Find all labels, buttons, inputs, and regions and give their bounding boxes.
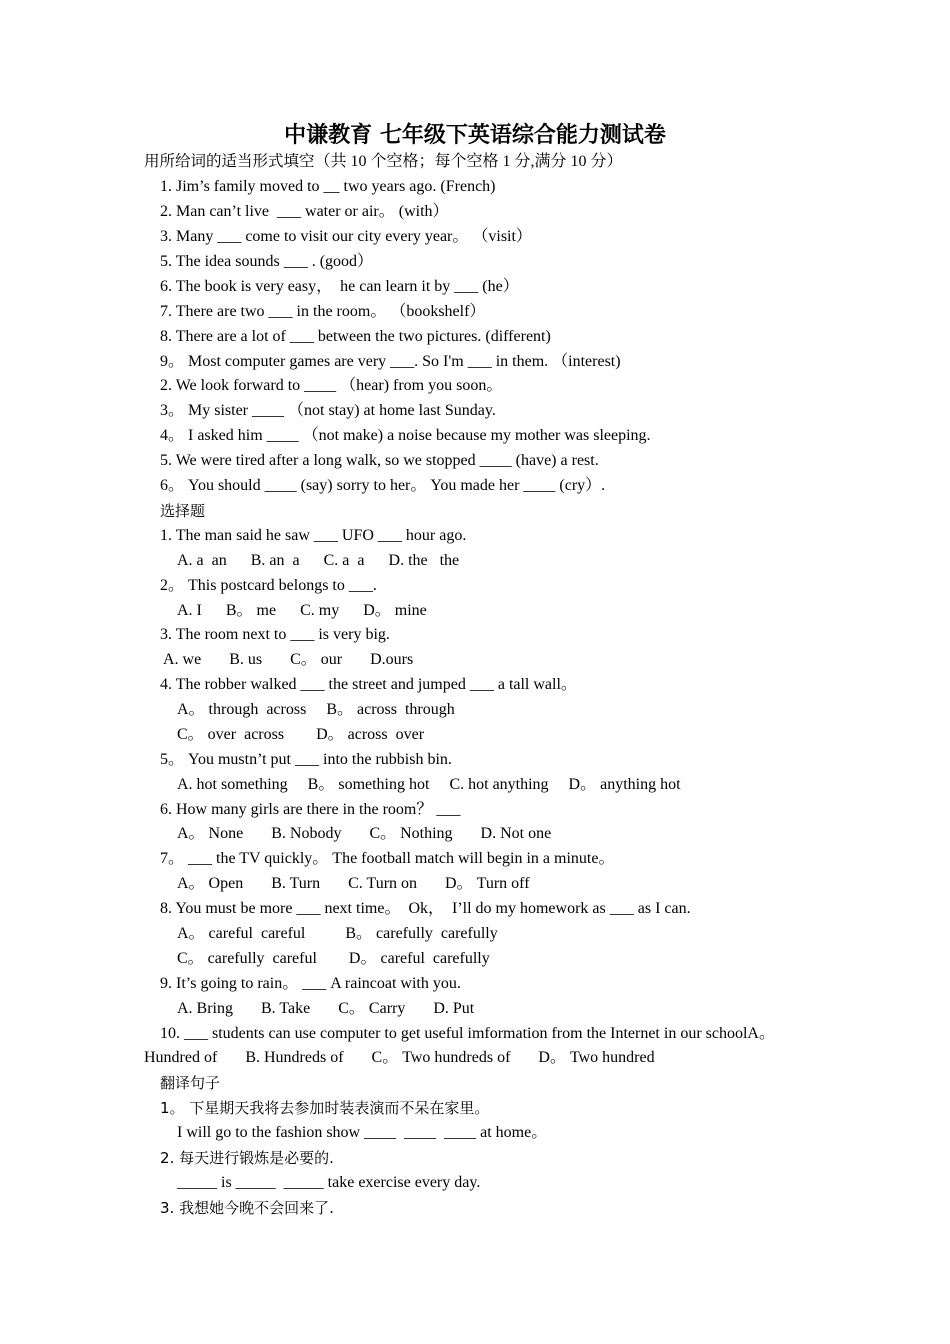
- choice-question: 6. How many girls are there in the room？ ___: [160, 801, 461, 818]
- choice-question: 9. It’s going to rain。 ___ A raincoat with you.: [160, 975, 461, 992]
- choice-question: 10. ___ students can use computer to get useful imformation from the Internet in our schoolA。: [160, 1025, 775, 1042]
- choice-options: A。 through across B。 across through: [177, 701, 455, 718]
- section-heading-note: （共 10 个空格；每个空格 1 分,满分 10 分）: [314, 153, 623, 170]
- choice-options: A. Bring B. Take C。 Carry D. Put: [177, 1000, 475, 1017]
- choice-question: 1. The man said he saw ___ UFO ___ hour ago.: [160, 527, 467, 544]
- translate-answer-line: I will go to the fashion show ____ ____ ____ at home。: [177, 1124, 548, 1141]
- fill-question: 2. We look forward to ____ （hear) from you soon。: [160, 377, 503, 394]
- section-heading-translate: 翻译句子: [160, 1074, 221, 1092]
- translate-prompt: 1。 下星期天我将去参加时装表演而不呆在家里。: [160, 1099, 490, 1117]
- fill-question: 5. We were tired after a long walk, so we stopped ____ (have) a rest.: [160, 452, 599, 469]
- choice-question: 2。 This postcard belongs to ___.: [160, 577, 377, 594]
- fill-question: 9。 Most computer games are very ___. So I'm ___ in them. （interest): [160, 353, 621, 370]
- fill-question: 6。 You should ____ (say) sorry to her。 You made her ____ (cry）.: [160, 477, 606, 494]
- section-heading-choice: 选择题: [160, 502, 206, 520]
- translate-answer-line: _____ is _____ _____ take exercise every day.: [177, 1174, 481, 1191]
- choice-question: 3. The room next to ___ is very big.: [160, 626, 390, 643]
- translate-prompt: 2. 每天进行锻炼是必要的.: [160, 1149, 334, 1167]
- choice-options: C。 carefully careful D。 careful carefully: [177, 950, 490, 967]
- fill-question: 6. The book is very easy， he can learn it by ___ (he）: [160, 278, 519, 295]
- fill-question: 3。 My sister ____ （not stay) at home last Sunday.: [160, 402, 496, 419]
- translate-prompt: 3. 我想她今晚不会回来了.: [160, 1199, 334, 1217]
- choice-options: C。 over across D。 across over: [177, 726, 425, 743]
- choice-options: A。 careful careful B。 carefully carefully: [177, 925, 498, 942]
- page-title: 中谦教育 七年级下英语综合能力测试卷: [284, 123, 666, 148]
- choice-question: 8. You must be more ___ next time。 Ok， I’ll do my homework as ___ as I can.: [160, 900, 691, 917]
- choice-options: A。 None B. Nobody C。 Nothing D. Not one: [177, 825, 552, 842]
- choice-options: A. we B. us C。 our D.ours: [163, 651, 414, 668]
- choice-question: 5。 You mustn’t put ___ into the rubbish bin.: [160, 751, 452, 768]
- fill-question: 7. There are two ___ in the room。 （bookshelf）: [160, 303, 486, 320]
- choice-options: A. I B。 me C. my D。 mine: [177, 602, 427, 619]
- fill-question: 1. Jim’s family moved to __ two years ago. (French): [160, 178, 496, 195]
- choice-question: 4. The robber walked ___ the street and jumped ___ a tall wall。: [160, 676, 577, 693]
- fill-question: 4。 I asked him ____ （not make) a noise because my mother was sleeping.: [160, 427, 651, 444]
- choice-options: Hundred of B. Hundreds of C。 Two hundreds of D。 Two hundred: [144, 1049, 655, 1066]
- choice-options: A. a an B. an a C. a a D. the the: [177, 552, 460, 569]
- section-heading-fill-in: [144, 150, 623, 173]
- fill-question: 5. The idea sounds ___ . (good）: [160, 253, 374, 270]
- choice-options: A。 Open B. Turn C. Turn on D。 Turn off: [177, 875, 530, 892]
- fill-question: 2. Man can’t live ___ water or air。 (with）: [160, 203, 449, 220]
- choice-options: A. hot something B。 something hot C. hot anything D。 anything hot: [177, 776, 681, 793]
- choice-question: 7。 ___ the TV quickly。 The football match will begin in a minute。: [160, 850, 615, 867]
- fill-question: 8. There are a lot of ___ between the two pictures. (different): [160, 328, 551, 345]
- fill-question: 3. Many ___ come to visit our city every year。 （visit）: [160, 228, 532, 245]
- section-heading-main: 用所给词的适当形式填空: [144, 152, 315, 170]
